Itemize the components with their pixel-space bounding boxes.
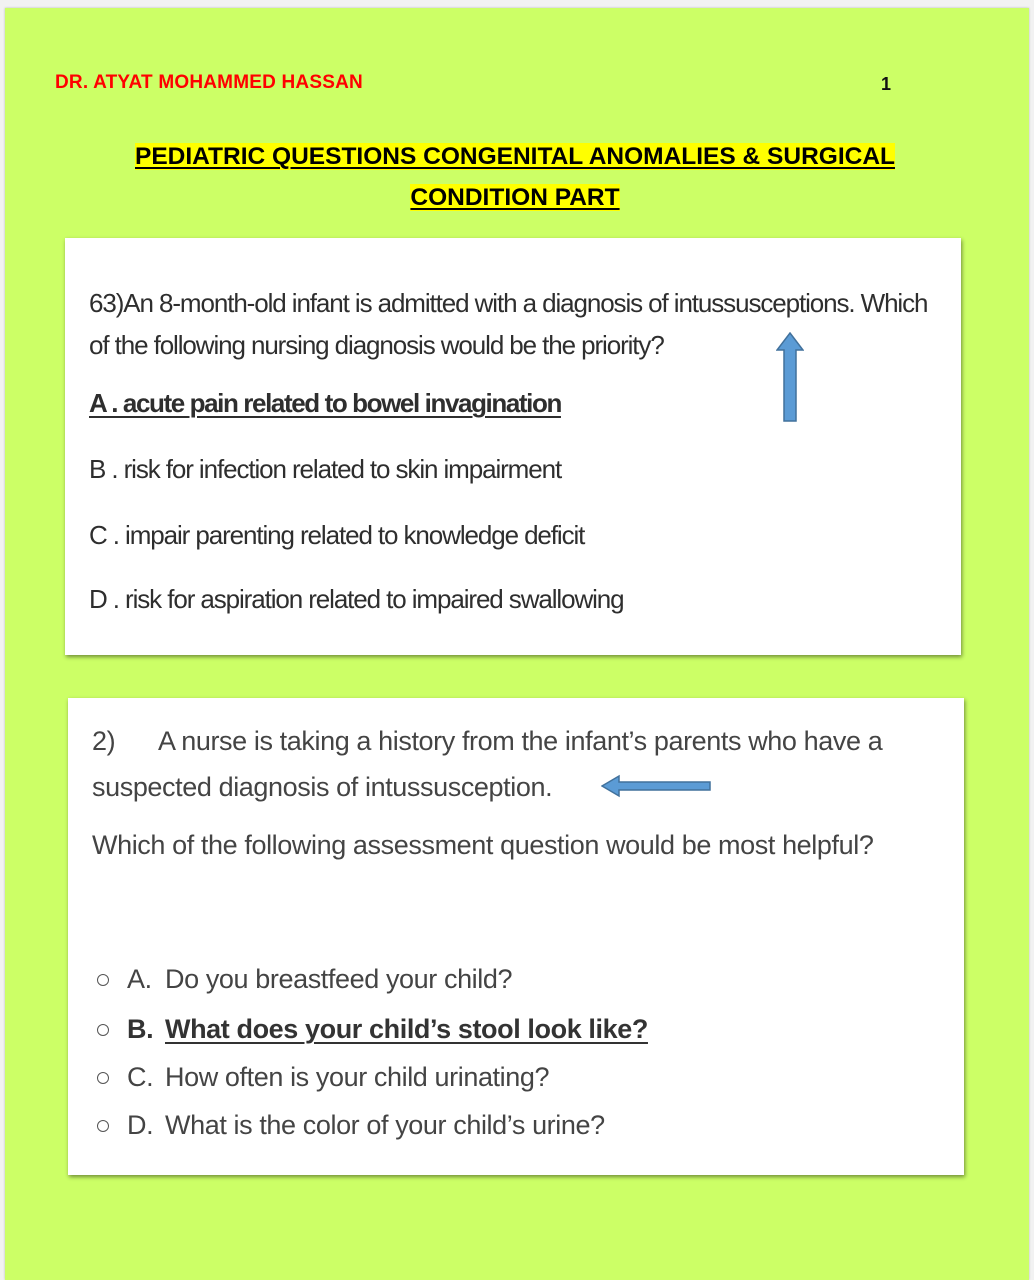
option-text: How often is your child urinating?: [165, 1062, 550, 1092]
title-line-2: CONDITION PART: [410, 184, 620, 211]
answer-option-b: B . risk for infection related to skin impairment: [89, 454, 562, 484]
arrow-up-icon: [776, 332, 804, 422]
author-name: DR. ATYAT MOHAMMED HASSAN: [55, 72, 363, 93]
question-prompt: Which of the following assessment question would be most helpful?: [92, 830, 874, 860]
question-stem-line-2: of the following nursing diagnosis would be the priority?: [89, 330, 664, 360]
question-number: 2): [92, 726, 116, 756]
bullet-circle-icon: [97, 974, 109, 986]
bullet-circle-icon: [97, 1072, 109, 1084]
option-body: [127, 1014, 648, 1045]
question-stem: [89, 282, 949, 366]
question-stem-line-2: suspected diagnosis of intussusception.: [92, 772, 553, 802]
option-text: What does your child’s stool look like?: [165, 1014, 648, 1044]
option-letter: B.: [127, 1014, 154, 1044]
option-letter: C.: [127, 1062, 154, 1092]
option-letter: D.: [127, 1110, 154, 1140]
question-stem-line-1: 63)An 8-month-old infant is admitted with a diagnosis of intussusceptions. Which: [89, 288, 928, 318]
document-page: [5, 8, 1029, 1280]
title-line-1: PEDIATRIC QUESTIONS CONGENITAL ANOMALIES & SURGICAL: [135, 143, 895, 170]
answer-option-a: A . acute pain related to bowel invagination: [89, 388, 561, 418]
arrow-left-icon: [601, 774, 711, 798]
question-card-2: [68, 698, 964, 1175]
answer-option-d: D . risk for aspiration related to impaired swallowing: [89, 584, 624, 614]
answer-option-a: [92, 964, 512, 995]
question-stem-line-1: A nurse is taking a history from the infant’s parents who have a: [158, 726, 883, 756]
option-letter: A.: [127, 964, 152, 994]
option-text: Do you breastfeed your child?: [165, 964, 513, 994]
answer-option-b: [92, 1014, 648, 1045]
answer-option-d: [92, 1110, 605, 1141]
question-stem: [92, 718, 952, 810]
bullet-circle-icon: [97, 1024, 109, 1036]
page-number: 1: [881, 74, 892, 94]
answer-option-c: [92, 1062, 549, 1093]
answer-option-c: C . impair parenting related to knowledge deficit: [89, 520, 585, 550]
question-card-63: [65, 238, 961, 655]
option-text: What is the color of your child’s urine?: [165, 1110, 605, 1140]
bullet-circle-icon: [97, 1120, 109, 1132]
page-title: [65, 136, 965, 218]
